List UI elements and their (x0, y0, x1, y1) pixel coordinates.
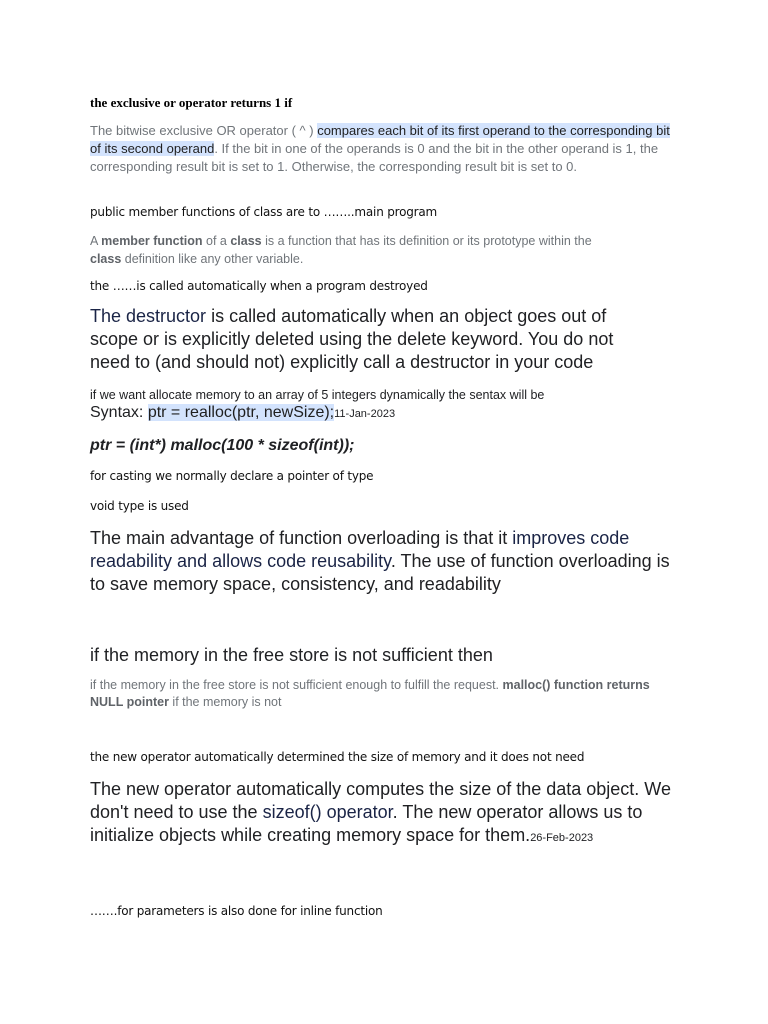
answer-member-bold-2: class (230, 234, 262, 248)
new-operator-highlight: sizeof() operator (262, 802, 393, 822)
new-operator-rest: . The new operator allows us to initialize objects while creating memory space for them. (90, 802, 643, 845)
answer-member-text-2: of a (202, 234, 231, 248)
answer-member-functions (90, 232, 610, 268)
answer-member-bold-3: class (90, 252, 122, 266)
question-xor: the exclusive or operator returns 1 if (90, 95, 293, 110)
answer-new-operator (90, 778, 680, 850)
question-new-operator: the new operator automatically determined the size of memory and it does not need (90, 750, 585, 764)
question-destructor: the ……is called automatically when a program destroyed (90, 279, 428, 293)
overloading-text: The main advantage of function overloading is that it (90, 528, 513, 548)
question-member-functions: public member functions of class are to ……..main program (90, 205, 438, 219)
answer-casting: void type is used (90, 499, 189, 513)
answer-destructor (90, 305, 650, 374)
syntax-code-highlight: ptr = realloc(ptr, newSize); (147, 404, 335, 421)
answer-member-bold-1: member function (101, 234, 203, 248)
answer-destructor-lead: The destructor (90, 306, 207, 326)
answer-syntax (90, 404, 680, 422)
syntax-date: 11-Jan-2023 (334, 408, 396, 420)
answer-member-text-1: A (90, 234, 102, 248)
answer-function-overloading (90, 527, 670, 596)
overloading-highlight: improves code readability and allows code reusability (90, 528, 630, 571)
answer-xor (90, 122, 680, 176)
answer-free-store (90, 677, 650, 711)
overloading-rest: . The use of function overloading is to save memory space, consistency, and readability (90, 551, 670, 594)
malloc-code: ptr = (int*) malloc(100 * sizeof(int)); (90, 437, 355, 454)
answer-xor-text: The bitwise exclusive OR operator ( ^ ) (90, 123, 318, 138)
free-store-bold: malloc() function returns NULL pointer (90, 678, 650, 709)
answer-xor-highlight: compares each bit of its first operand to the corresponding bit of its second operand (90, 123, 670, 156)
answer-member-text-4: definition like any other variable. (121, 252, 304, 266)
question-inline-function: …….for parameters is also done for inline function (90, 904, 383, 918)
question-casting: for casting we normally declare a pointer of type (90, 469, 374, 483)
answer-destructor-rest: is called automatically when an object goes out of scope or is explicitly deleted using the delete keyword. You do not need to (and should not) explicitly call a destructor in your code (90, 306, 614, 372)
answer-xor-rest: . If the bit in one of the operands is 0 and the bit in the other operand is 1, the corresponding result bit is set to 1. Otherwise, the corresponding result bit is set to 0. (90, 141, 659, 174)
question-free-store: if the memory in the free store is not sufficient then (90, 645, 493, 665)
free-store-rest: if the memory is not (168, 695, 282, 709)
syntax-label: Syntax: (90, 404, 148, 421)
question-dynamic-array: if we want allocate memory to an array of 5 integers dynamically the sentax will be (90, 388, 545, 402)
answer-member-text-3: is a function that has its definition or its prototype within the (261, 234, 592, 248)
new-operator-date: 26-Feb-2023 (530, 832, 594, 844)
free-store-text: if the memory in the free store is not sufficient enough to fulfill the request. (90, 678, 503, 692)
new-operator-text: The new operator automatically computes the size of the data object. We don't need to use the (90, 779, 671, 822)
